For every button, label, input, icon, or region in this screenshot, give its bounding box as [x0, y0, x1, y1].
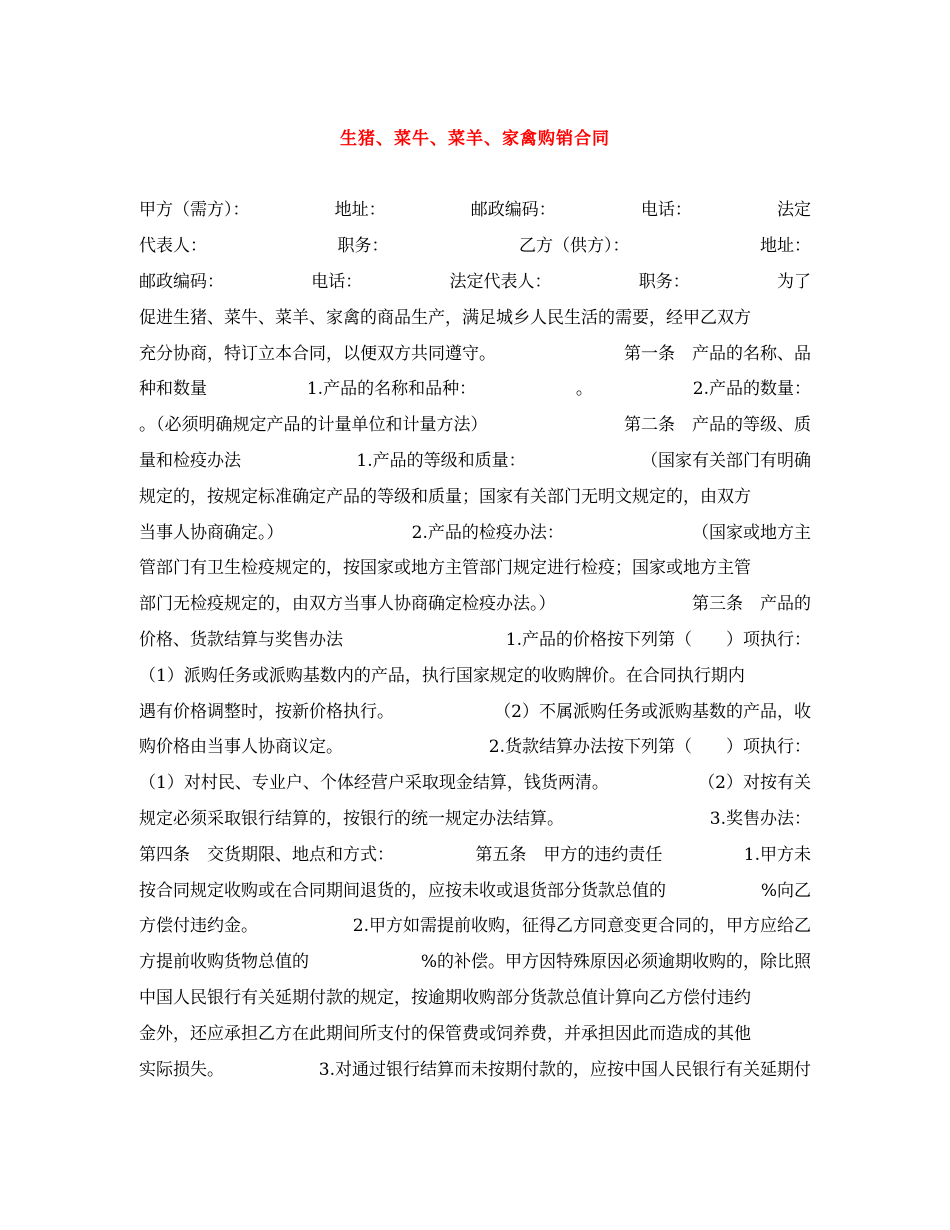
text-segment: 3.奖售办法：	[709, 808, 811, 829]
text-segment: 地址：	[760, 236, 811, 257]
text-segment: %向乙	[760, 880, 811, 901]
text-segment: 职务：	[337, 236, 389, 257]
text-line	[139, 1013, 811, 1049]
text-segment: 邮政编码：	[470, 200, 556, 221]
text-line	[139, 978, 811, 1014]
document-title: 生猪、菜牛、菜羊、家禽购销合同	[340, 129, 610, 149]
text-segment: （1）派购任务或派购基数内的产品，执行国家规定的收购牌价。在合同执行期内	[139, 665, 745, 686]
text-segment: 方偿付违约金。	[139, 916, 258, 937]
text-segment: 电话：	[640, 200, 692, 221]
text-segment: 法定	[777, 200, 811, 221]
text-line	[139, 405, 811, 441]
text-segment: 金外，还应承担乙方在此期间所支付的保管费或饲养费，并承担因此而造成的其他	[139, 1023, 751, 1044]
text-segment: 法定代表人：	[449, 271, 552, 292]
text-segment: %的补偿。甲方因特殊原因必须逾期收购的，除比照	[420, 952, 811, 973]
text-line	[139, 620, 811, 656]
text-line	[139, 369, 811, 405]
text-line	[139, 476, 811, 512]
text-segment: （国家或地方主	[691, 522, 811, 543]
text-segment: 规定的，按规定标准确定产品的等级和质量；国家有关部门无明文规定的，由双方	[139, 486, 751, 507]
text-segment: 地址：	[334, 200, 386, 221]
text-segment: 为了	[777, 271, 811, 292]
document-body	[139, 190, 811, 1085]
text-segment: 第二条 产品的等级、质	[624, 415, 811, 436]
text-segment: （2）对按有关	[698, 773, 811, 794]
text-segment: 乙方（供方）：	[519, 236, 630, 257]
text-line	[139, 834, 811, 870]
text-segment: 第四条 交货期限、地点和方式：	[139, 844, 394, 865]
text-segment: 遇有价格调整时，按新价格执行。	[139, 701, 394, 722]
text-segment: 充分协商，特订立本合同，以便双方共同遵守。	[139, 343, 496, 364]
text-segment: （国家有关部门有明确	[640, 450, 811, 471]
text-segment: 1.产品的等级和质量：	[356, 450, 526, 471]
text-segment: 第一条 产品的名称、品	[624, 343, 811, 364]
text-segment: 管部门有卫生检疫规定的，按国家或地方主管部门规定进行检疫；国家或地方主管	[139, 558, 751, 579]
text-line	[139, 906, 811, 942]
text-line	[139, 763, 811, 799]
text-segment: 。（必须明确规定产品的计量单位和计量方法）	[139, 415, 488, 436]
text-segment: 规定必须采取银行结算的，按银行的统一规定办法结算。	[139, 808, 564, 829]
text-line	[139, 799, 811, 835]
text-segment: 2.产品的数量：	[692, 379, 811, 400]
text-segment: 1.产品的名称和品种：	[306, 379, 477, 400]
text-line	[139, 1049, 811, 1085]
text-segment: 当事人协商确定。）	[139, 522, 284, 543]
text-segment: 。	[575, 379, 593, 400]
text-segment: 部门无检疫规定的，由双方当事人协商确定检疫办法。）	[139, 594, 556, 615]
text-line	[139, 262, 811, 298]
text-segment: 甲方（需方）：	[139, 200, 250, 221]
text-segment: 职务：	[638, 271, 690, 292]
text-segment: 种和数量	[139, 379, 207, 400]
text-segment: 实际损失。	[139, 1059, 224, 1080]
text-segment: 1.产品的价格按下列第（ ）项执行：	[505, 629, 811, 650]
text-line	[139, 226, 811, 262]
text-segment: 购价格由当事人协商议定。	[139, 737, 343, 758]
text-segment: （2）不属派购任务或派购基数的产品，收	[494, 701, 811, 722]
text-line	[139, 727, 811, 763]
text-segment: 第五条 甲方的违约责任	[475, 844, 663, 865]
text-segment: 价格、货款结算与奖售办法	[139, 629, 343, 650]
text-segment: 按合同规定收购或在合同期间退货的，应按未收或退货部分货款总值的	[139, 880, 666, 901]
text-line	[139, 584, 811, 620]
text-segment: 中国人民银行有关延期付款的规定，按逾期收购部分货款总值计算向乙方偿付违约	[139, 987, 751, 1008]
text-segment: 2.甲方如需提前收购，征得乙方同意变更合同的，甲方应给乙	[352, 916, 811, 937]
text-line	[139, 333, 811, 369]
text-line	[139, 548, 811, 584]
text-line	[139, 691, 811, 727]
text-segment: 代表人：	[139, 236, 207, 257]
text-line	[139, 297, 811, 333]
text-line	[139, 512, 811, 548]
text-segment: 2.产品的检疫办法：	[411, 522, 564, 543]
text-segment: 3.对通过银行结算而未按期付款的，应按中国人民银行有关延期付	[318, 1059, 811, 1080]
text-line	[139, 190, 811, 226]
text-line	[139, 870, 811, 906]
text-segment: 2.货款结算办法按下列第（ ）项执行：	[488, 737, 811, 758]
text-segment: 1.甲方未	[743, 844, 811, 865]
text-segment: 邮政编码：	[139, 271, 224, 292]
text-line	[139, 942, 811, 978]
text-segment: 促进生猪、菜牛、菜羊、家禽的商品生产，满足城乡人民生活的需要，经甲乙双方	[139, 307, 751, 328]
text-line	[139, 441, 811, 477]
text-segment: 方提前收购货物总值的	[139, 952, 309, 973]
text-segment: 电话：	[311, 271, 363, 292]
text-segment: （1）对村民、专业户、个体经营户采取现金结算，钱货两清。	[139, 773, 609, 794]
text-segment: 第三条 产品的	[692, 594, 811, 615]
text-segment: 量和检疫办法	[139, 450, 241, 471]
text-line	[139, 655, 811, 691]
